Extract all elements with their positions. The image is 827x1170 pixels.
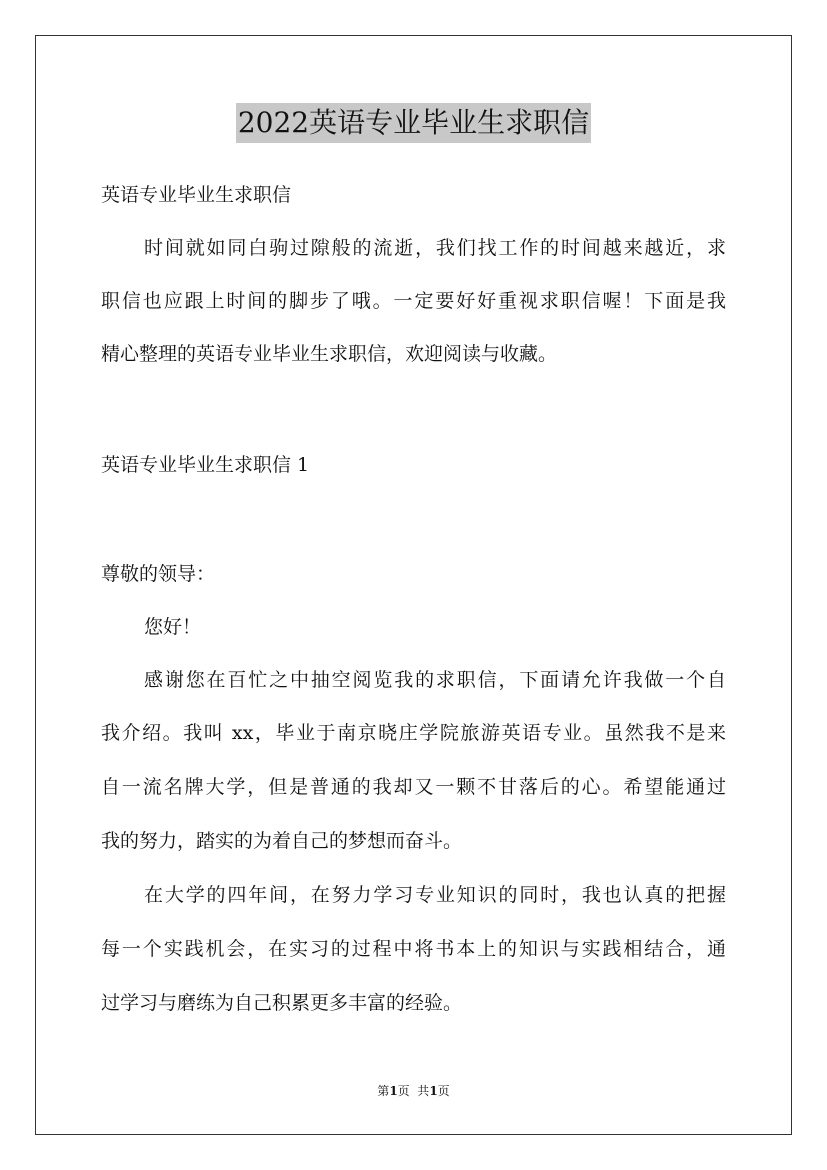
- paragraph1-line-3: 自一流名牌大学，但是普通的我却又一颗不甘落后的心。希望能通过: [101, 776, 726, 798]
- section-heading: 英语专业毕业生求职信 1: [101, 454, 310, 476]
- intro-line-2: 职信也应跟上时间的脚步了哦。一定要好好重视求职信喔！下面是我: [101, 290, 726, 312]
- subtitle: 英语专业毕业生求职信: [101, 184, 292, 206]
- paragraph1-line-1: 感谢您在百忙之中抽空阅览我的求职信，下面请允许我做一个自: [144, 669, 726, 691]
- intro-line-1: 时间就如同白驹过隙般的流逝，我们找工作的时间越来越近，求: [144, 237, 726, 259]
- document-title: 2022英语专业毕业生求职信: [236, 103, 591, 143]
- salutation: 尊敬的领导：: [101, 563, 216, 585]
- title-container: [0, 103, 827, 143]
- paragraph2-line-1: 在大学的四年间，在努力学习专业知识的同时，我也认真的把握: [144, 884, 726, 906]
- page-footer: [0, 1083, 827, 1099]
- footer-current-page: 1: [389, 1084, 398, 1098]
- greeting: 您好！: [144, 616, 202, 638]
- paragraph2-line-2: 每一个实践机会，在实习的过程中将书本上的知识与实践相结合，通: [101, 938, 726, 960]
- footer-prefix: 第: [377, 1084, 390, 1098]
- footer-total-pages: 1: [429, 1084, 438, 1098]
- intro-line-3: 精心整理的英语专业毕业生求职信，欢迎阅读与收藏。: [101, 343, 558, 365]
- footer-middle: 页 共: [397, 1084, 430, 1098]
- footer-suffix: 页: [437, 1084, 450, 1098]
- paragraph1-line-2: 我介绍。我叫 xx，毕业于南京晓庄学院旅游英语专业。虽然我不是来: [101, 722, 726, 744]
- paragraph1-line-4: 我的努力，踏实的为着自己的梦想而奋斗。: [101, 830, 463, 852]
- paragraph2-line-3: 过学习与磨练为自己积累更多丰富的经验。: [101, 992, 463, 1014]
